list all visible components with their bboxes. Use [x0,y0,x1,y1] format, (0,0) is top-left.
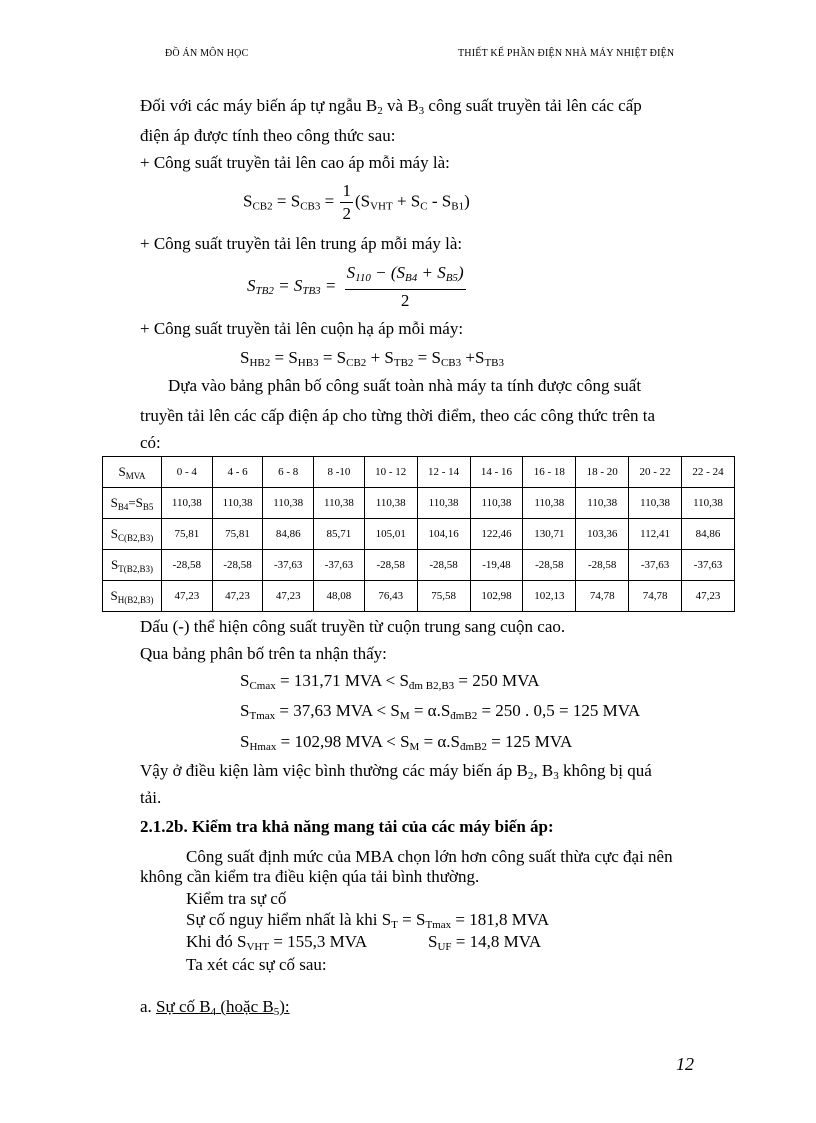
table-col-header: 14 - 16 [470,457,523,488]
table-cell: 47,23 [162,581,213,612]
table-col-header: 0 - 4 [162,457,213,488]
table-cell: 85,71 [314,519,365,550]
table-cell: 110,38 [162,488,213,519]
section-para-line-2: không cần kiểm tra điều kiện qúa tải bình thường. [140,867,480,886]
table-col-header: 4 - 6 [212,457,263,488]
section-para-line-3: Kiểm tra sự cố [186,889,287,908]
row-header-sh: $S_{H(B2,B3)}$ [103,581,162,612]
table-cell: 122,46 [470,519,523,550]
table-cell: 110,38 [263,488,314,519]
item-3: + Công suất truyền tải lên cuộn hạ áp mỗi máy: [140,319,464,338]
table-cell: 74,78 [629,581,682,612]
table-cell: 130,71 [523,519,576,550]
table-cell: -37,63 [682,550,735,581]
table-cell: -28,58 [523,550,576,581]
power-distribution-table [102,456,735,612]
table-col-header: 22 - 24 [682,457,735,488]
table-cell: 110,38 [682,488,735,519]
section-para-line-1: Công suất định mức của MBA chọn lớn hơn công suất thừa cực đại nên [186,847,673,866]
observe-line: Qua bảng phân bố trên ta nhận thấy: [140,644,387,663]
table-cell: -37,63 [263,550,314,581]
table-col-header: 12 - 14 [417,457,470,488]
formula-st: $S_{TB2} = S_{TB3}$ = $\frac{S_{110} - (S_{B4} + S_{B5})}{2}$ [247,263,464,310]
table-cell: 47,23 [263,581,314,612]
table-cell: -28,58 [364,550,417,581]
table-cell: 48,08 [314,581,365,612]
table-cell: 110,38 [470,488,523,519]
conclusion-line-2: tải. [140,788,162,807]
case-a-heading: a. Sự cố $B_4$ (hoặc $B_5$): [140,997,290,1018]
para2-line-3: có: [140,433,161,452]
item-2: + Công suất truyền tải lên trung áp mỗi máy là: [140,234,463,253]
table-row [103,581,735,612]
intro-line-2: điện áp được tính theo công thức sau: [140,126,396,145]
section-para-line-6: Ta xét các sự cố sau: [186,955,327,974]
table-cell: 110,38 [523,488,576,519]
conclusion-line-1: Vậy ở điều kiện làm việc bình thường các máy biến áp $B_2$, $B_3$ không bị quá [140,761,652,782]
table-col-header: 16 - 18 [523,457,576,488]
note-line: Dấu (-) thể hiện công suất truyền từ cuộn trung sang cuộn cao. [140,617,566,636]
table-row [103,519,735,550]
table-cell: 110,38 [417,488,470,519]
formula-sc: $S_{CB2} = S_{CB3}$ = $\frac{1}{2}$ $(S_{VHT} + S_C - S_{B1})$ [243,181,470,223]
check-sc: $S_{Cmax} = 131,71$ MVA < $S_{đm B2,B3} = 250$ MVA [240,671,540,692]
table-cell: 102,98 [470,581,523,612]
row-header-st: $S_{T(B2,B3)}$ [103,550,162,581]
header-right: THIẾT KẾ PHẦN ĐIỆN NHÀ MÁY NHIỆT ĐIỆN [458,48,675,59]
table-corner: $S_{MVA}$ [103,457,162,488]
table-cell: 110,38 [314,488,365,519]
table-cell: -37,63 [314,550,365,581]
table-cell: 75,81 [162,519,213,550]
table-cell: 84,86 [263,519,314,550]
table-cell: 47,23 [212,581,263,612]
table-cell: -28,58 [212,550,263,581]
table-col-header: 18 - 20 [576,457,629,488]
table-cell: 104,16 [417,519,470,550]
table-cell: -37,63 [629,550,682,581]
table-col-header: 8 -10 [314,457,365,488]
table-cell: 110,38 [629,488,682,519]
check-sh: $S_{Hmax} = 102,98$ MVA < $S_M = \alpha.S_{đmB2} = 125$ MVA [240,732,573,753]
section-heading: 2.1.2b. Kiểm tra khả năng mang tải của các máy biến áp: [140,817,554,836]
table-cell: 105,01 [364,519,417,550]
table-header-row [103,457,735,488]
para2-line-2: truyền tải lên các cấp điện áp cho từng thời điểm, theo các công thức trên ta [140,406,656,425]
table-col-header: 20 - 22 [629,457,682,488]
table-cell: 75,81 [212,519,263,550]
section-para-line-5-suf: $S_{UF} = 14,8$ MVA [428,932,542,953]
table-cell: 112,41 [629,519,682,550]
table-row [103,550,735,581]
header-left: ĐỒ ÁN MÔN HỌC [165,48,249,59]
table-cell: 103,36 [576,519,629,550]
table-cell: 74,78 [576,581,629,612]
intro-line-1: Đối với các máy biến áp tự ngẫu $B_2$ và $B_3$ công suất truyền tải lên các cấp [140,96,642,117]
table-cell: -28,58 [417,550,470,581]
para2-line-1: Dựa vào bảng phân bố công suất toàn nhà máy ta tính được công suất [168,376,642,395]
table-col-header: 10 - 12 [364,457,417,488]
table-cell: 84,86 [682,519,735,550]
section-para-line-4: Sự cố nguy hiểm nhất là khi $S_T = S_{Tmax} = 181,8$ MVA [186,910,550,931]
table-cell: 102,13 [523,581,576,612]
table-col-header: 6 - 8 [263,457,314,488]
table-cell: 76,43 [364,581,417,612]
row-header-sb4-sb5: $S_{B4}=S_{B5}$ [103,488,162,519]
table-cell: -28,58 [162,550,213,581]
table-row [103,488,735,519]
table-cell: 75,58 [417,581,470,612]
row-header-sc: $S_{C(B2,B3)}$ [103,519,162,550]
table-cell: -19,48 [470,550,523,581]
table-cell: 110,38 [576,488,629,519]
formula-sh: $S_{HB2} = S_{HB3} = S_{CB2} + S_{TB2} = S_{CB3} +S_{TB3}$ [240,348,505,369]
table-cell: 47,23 [682,581,735,612]
check-st: $S_{Tmax} = 37,63$ MVA < $S_M = \alpha.S_{đmB2} = 250$ . 0,5 = 125 MVA [240,701,641,722]
table-cell: -28,58 [576,550,629,581]
section-para-line-5: Khi đó $S_{VHT} = 155,3$ MVA [186,932,368,953]
table-cell: 110,38 [364,488,417,519]
item-1: + Công suất truyền tải lên cao áp mỗi máy là: [140,153,450,172]
page-number: 12 [676,1054,694,1074]
table-cell: 110,38 [212,488,263,519]
